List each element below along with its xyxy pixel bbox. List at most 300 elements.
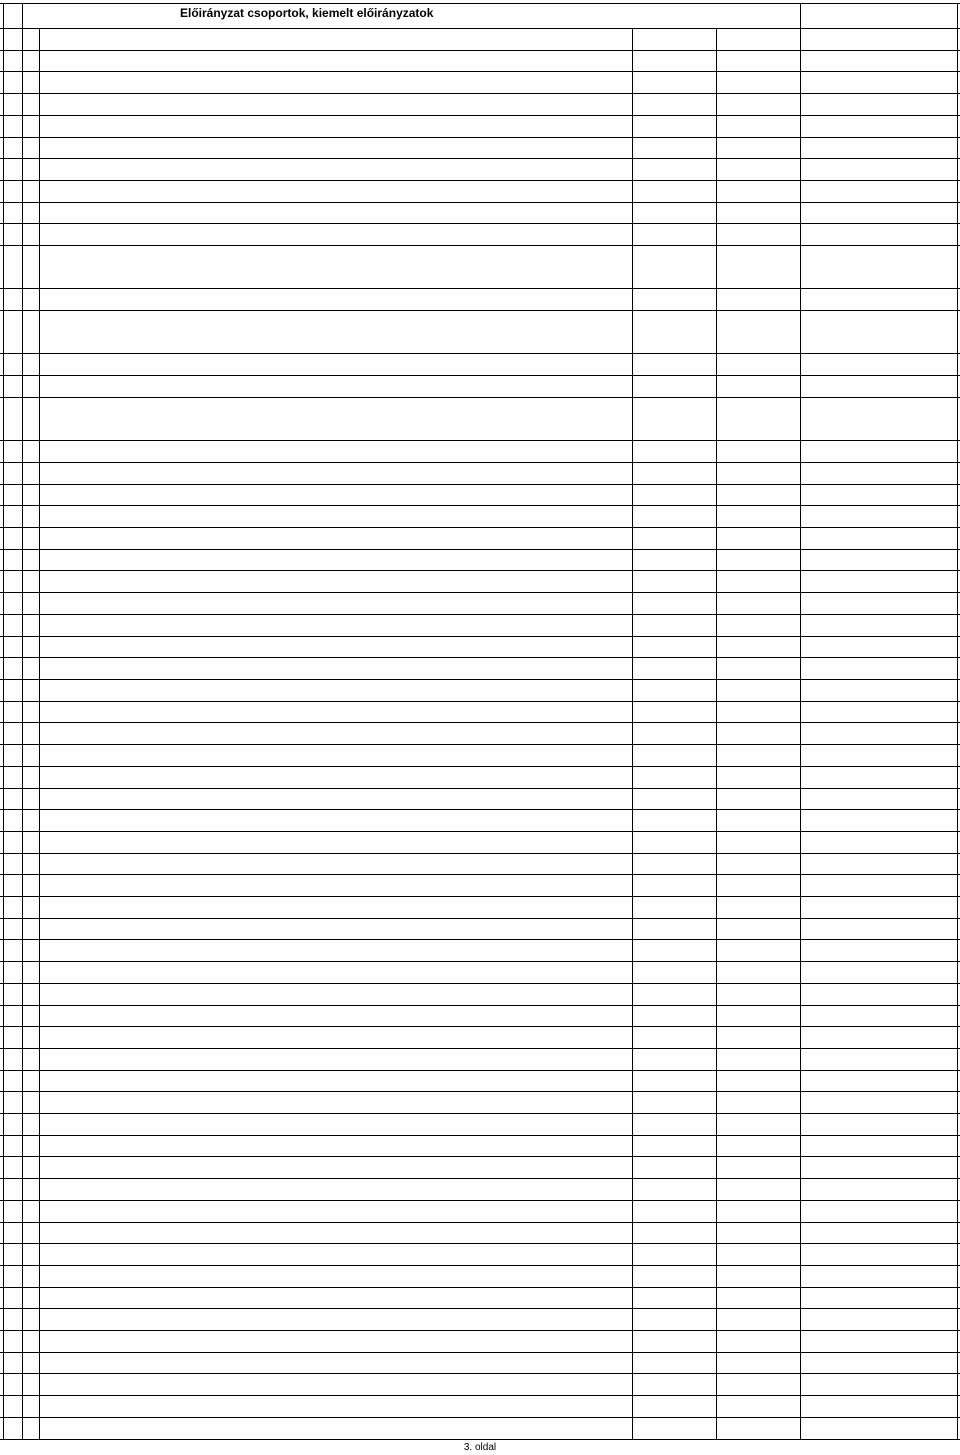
grid-row-line — [0, 788, 960, 789]
grid-column-line — [3, 939, 4, 961]
grid-column-line — [716, 831, 717, 853]
grid-row-line — [0, 701, 960, 702]
grid-column-line — [716, 1135, 717, 1157]
grid-column-line — [39, 484, 40, 506]
grid-row-line — [0, 939, 960, 940]
grid-column-line — [716, 462, 717, 484]
grid-column-line — [800, 288, 801, 310]
grid-column-line — [957, 353, 958, 375]
grid-column-line — [957, 158, 958, 180]
grid-column-line — [632, 440, 633, 462]
grid-column-line — [716, 245, 717, 288]
grid-column-line — [39, 592, 40, 614]
grid-column-line — [3, 1373, 4, 1395]
grid-column-line — [22, 1222, 23, 1244]
grid-column-line — [632, 896, 633, 918]
grid-column-line — [632, 1222, 633, 1244]
grid-column-line — [39, 288, 40, 310]
grid-column-line — [39, 961, 40, 983]
grid-row-line — [0, 50, 960, 51]
grid-column-line — [632, 93, 633, 115]
grid-column-line — [800, 1156, 801, 1178]
grid-row-line — [0, 831, 960, 832]
grid-column-line — [957, 1222, 958, 1244]
grid-column-line — [39, 766, 40, 788]
grid-column-line — [3, 1091, 4, 1113]
grid-column-line — [716, 1352, 717, 1374]
grid-column-line — [800, 462, 801, 484]
grid-row-line — [0, 1439, 960, 1440]
grid-column-line — [3, 1330, 4, 1352]
grid-column-line — [3, 831, 4, 853]
grid-column-line — [800, 1070, 801, 1092]
grid-column-line — [3, 679, 4, 701]
grid-column-line — [632, 701, 633, 723]
grid-column-line — [716, 701, 717, 723]
grid-row-line — [0, 1330, 960, 1331]
grid-column-line — [957, 983, 958, 1005]
grid-column-line — [716, 180, 717, 202]
grid-column-line — [39, 809, 40, 831]
grid-column-line — [716, 549, 717, 571]
grid-column-line — [716, 50, 717, 72]
grid-column-line — [632, 1395, 633, 1417]
grid-column-line — [632, 115, 633, 137]
grid-column-line — [22, 1200, 23, 1222]
grid-column-line — [957, 701, 958, 723]
grid-column-line — [957, 180, 958, 202]
grid-row-line — [0, 1005, 960, 1006]
grid-column-line — [632, 961, 633, 983]
grid-column-line — [39, 245, 40, 288]
grid-column-line — [3, 1222, 4, 1244]
grid-column-line — [39, 1070, 40, 1092]
grid-column-line — [957, 809, 958, 831]
grid-column-line — [716, 310, 717, 353]
grid-row-line — [0, 202, 960, 203]
grid-column-line — [957, 896, 958, 918]
grid-column-line — [800, 766, 801, 788]
grid-column-line — [632, 1005, 633, 1027]
grid-column-line — [22, 202, 23, 224]
grid-column-line — [39, 1417, 40, 1439]
grid-column-line — [22, 961, 23, 983]
grid-column-line — [3, 744, 4, 766]
grid-column-line — [632, 1070, 633, 1092]
grid-column-line — [22, 158, 23, 180]
grid-column-line — [632, 1200, 633, 1222]
grid-column-line — [22, 592, 23, 614]
grid-column-line — [632, 1308, 633, 1330]
grid-column-line — [22, 223, 23, 245]
grid-row-line — [0, 853, 960, 854]
grid-row-line — [0, 1265, 960, 1266]
grid-column-line — [39, 137, 40, 159]
grid-column-line — [957, 918, 958, 940]
grid-column-line — [22, 831, 23, 853]
grid-column-line — [39, 788, 40, 810]
grid-column-line — [39, 1135, 40, 1157]
grid-column-line — [716, 744, 717, 766]
grid-column-line — [3, 28, 4, 50]
grid-column-line — [22, 484, 23, 506]
grid-row-line — [0, 961, 960, 962]
grid-row-line — [0, 137, 960, 138]
grid-column-line — [3, 202, 4, 224]
grid-column-line — [957, 1352, 958, 1374]
grid-column-line — [957, 28, 958, 50]
grid-column-line — [957, 1417, 958, 1439]
grid-column-line — [632, 353, 633, 375]
grid-column-line — [716, 375, 717, 397]
grid-column-line — [22, 1352, 23, 1374]
grid-column-line — [3, 1308, 4, 1330]
grid-column-line — [716, 1222, 717, 1244]
grid-column-line — [800, 570, 801, 592]
grid-column-line — [22, 918, 23, 940]
grid-column-line — [716, 788, 717, 810]
grid-column-line — [800, 939, 801, 961]
grid-column-line — [632, 722, 633, 744]
grid-column-line — [3, 158, 4, 180]
grid-column-line — [716, 158, 717, 180]
grid-column-line — [800, 592, 801, 614]
grid-column-line — [957, 440, 958, 462]
grid-column-line — [22, 679, 23, 701]
grid-column-line — [39, 1352, 40, 1374]
grid-column-line — [800, 1417, 801, 1439]
grid-column-line — [39, 505, 40, 527]
grid-column-line — [800, 1243, 801, 1265]
grid-row-line — [0, 592, 960, 593]
grid-column-line — [39, 570, 40, 592]
grid-column-line — [632, 939, 633, 961]
grid-column-line — [22, 527, 23, 549]
grid-column-line — [800, 1113, 801, 1135]
grid-column-line — [957, 505, 958, 527]
grid-column-line — [22, 137, 23, 159]
grid-column-line — [39, 1048, 40, 1070]
grid-column-line — [39, 1243, 40, 1265]
grid-column-line — [22, 722, 23, 744]
grid-column-line — [800, 874, 801, 896]
grid-column-line — [716, 1178, 717, 1200]
grid-column-line — [800, 831, 801, 853]
grid-column-line — [22, 1243, 23, 1265]
grid-column-line — [716, 679, 717, 701]
grid-column-line — [3, 1352, 4, 1374]
grid-column-line — [800, 353, 801, 375]
grid-column-line — [716, 1287, 717, 1309]
grid-column-line — [716, 93, 717, 115]
grid-column-line — [957, 202, 958, 224]
grid-column-line — [632, 137, 633, 159]
grid-column-line — [716, 874, 717, 896]
grid-column-line — [632, 1287, 633, 1309]
grid-column-line — [632, 570, 633, 592]
grid-column-line — [3, 570, 4, 592]
grid-column-line — [716, 397, 717, 440]
grid-row-line — [0, 1417, 960, 1418]
grid-column-line — [957, 1243, 958, 1265]
grid-column-line — [22, 1265, 23, 1287]
grid-column-line — [957, 3, 958, 28]
grid-column-line — [716, 961, 717, 983]
grid-column-line — [632, 853, 633, 875]
grid-column-line — [957, 1178, 958, 1200]
grid-column-line — [22, 874, 23, 896]
grid-column-line — [3, 961, 4, 983]
grid-column-line — [39, 1178, 40, 1200]
grid-column-line — [716, 896, 717, 918]
grid-column-line — [632, 71, 633, 93]
grid-column-line — [632, 375, 633, 397]
grid-row-line — [0, 353, 960, 354]
grid-column-line — [39, 93, 40, 115]
grid-column-line — [22, 939, 23, 961]
grid-column-line — [957, 570, 958, 592]
grid-column-line — [800, 1373, 801, 1395]
grid-column-line — [800, 1395, 801, 1417]
grid-column-line — [22, 1156, 23, 1178]
grid-row-line — [0, 93, 960, 94]
grid-column-line — [22, 288, 23, 310]
grid-column-line — [3, 1395, 4, 1417]
grid-column-line — [22, 1091, 23, 1113]
grid-column-line — [800, 701, 801, 723]
grid-column-line — [800, 853, 801, 875]
grid-column-line — [800, 918, 801, 940]
grid-column-line — [3, 1200, 4, 1222]
grid-column-line — [632, 679, 633, 701]
grid-column-line — [632, 180, 633, 202]
grid-column-line — [632, 28, 633, 50]
grid-column-line — [957, 788, 958, 810]
grid-column-line — [716, 1005, 717, 1027]
grid-column-line — [957, 527, 958, 549]
grid-column-line — [22, 245, 23, 288]
grid-column-line — [22, 505, 23, 527]
grid-column-line — [800, 71, 801, 93]
grid-row-line — [0, 28, 960, 29]
grid-row-line — [0, 527, 960, 528]
grid-column-line — [3, 1135, 4, 1157]
grid-column-line — [632, 505, 633, 527]
grid-column-line — [800, 1352, 801, 1374]
grid-row-line — [0, 397, 960, 398]
grid-column-line — [22, 657, 23, 679]
grid-column-line — [800, 744, 801, 766]
grid-row-line — [0, 3, 960, 4]
grid-column-line — [957, 766, 958, 788]
grid-column-line — [632, 484, 633, 506]
grid-column-line — [716, 28, 717, 50]
grid-row-line — [0, 874, 960, 875]
grid-column-line — [39, 1395, 40, 1417]
grid-column-line — [39, 180, 40, 202]
grid-column-line — [800, 896, 801, 918]
grid-column-line — [22, 1005, 23, 1027]
grid-column-line — [39, 853, 40, 875]
grid-column-line — [800, 397, 801, 440]
grid-column-line — [800, 115, 801, 137]
grid-column-line — [3, 1156, 4, 1178]
grid-column-line — [22, 353, 23, 375]
grid-column-line — [957, 853, 958, 875]
grid-column-line — [22, 1026, 23, 1048]
grid-column-line — [716, 614, 717, 636]
grid-row-line — [0, 1026, 960, 1027]
grid-row-line — [0, 614, 960, 615]
grid-column-line — [800, 657, 801, 679]
grid-column-line — [39, 397, 40, 440]
grid-column-line — [716, 288, 717, 310]
grid-column-line — [632, 657, 633, 679]
grid-column-line — [800, 636, 801, 658]
grid-column-line — [716, 202, 717, 224]
grid-column-line — [957, 397, 958, 440]
grid-column-line — [3, 722, 4, 744]
grid-column-line — [716, 1395, 717, 1417]
grid-column-line — [800, 375, 801, 397]
grid-column-line — [632, 809, 633, 831]
grid-column-line — [632, 1091, 633, 1113]
grid-column-line — [957, 831, 958, 853]
grid-column-line — [39, 1200, 40, 1222]
grid-row-line — [0, 1395, 960, 1396]
grid-column-line — [716, 722, 717, 744]
grid-column-line — [957, 961, 958, 983]
grid-column-line — [22, 983, 23, 1005]
grid-column-line — [22, 570, 23, 592]
grid-column-line — [957, 50, 958, 72]
grid-column-line — [3, 592, 4, 614]
grid-column-line — [632, 614, 633, 636]
grid-column-line — [632, 1265, 633, 1287]
grid-row-line — [0, 245, 960, 246]
grid-column-line — [632, 288, 633, 310]
grid-column-line — [3, 636, 4, 658]
grid-column-line — [22, 614, 23, 636]
grid-column-line — [3, 3, 4, 28]
grid-column-line — [3, 1005, 4, 1027]
page-footer: 3. oldal — [463, 1442, 497, 1453]
grid-column-line — [3, 353, 4, 375]
grid-column-line — [957, 1330, 958, 1352]
grid-column-line — [716, 1373, 717, 1395]
grid-column-line — [716, 766, 717, 788]
grid-column-line — [716, 527, 717, 549]
grid-column-line — [957, 1287, 958, 1309]
grid-column-line — [632, 1352, 633, 1374]
grid-column-line — [22, 896, 23, 918]
grid-column-line — [800, 614, 801, 636]
grid-column-line — [632, 592, 633, 614]
grid-column-line — [39, 527, 40, 549]
grid-column-line — [632, 549, 633, 571]
grid-column-line — [3, 180, 4, 202]
grid-column-line — [716, 1243, 717, 1265]
grid-column-line — [716, 657, 717, 679]
grid-row-line — [0, 1373, 960, 1374]
grid-column-line — [3, 1243, 4, 1265]
grid-column-line — [3, 462, 4, 484]
grid-column-line — [800, 983, 801, 1005]
grid-column-line — [22, 71, 23, 93]
grid-row-line — [0, 1243, 960, 1244]
grid-column-line — [22, 549, 23, 571]
grid-column-line — [957, 137, 958, 159]
grid-column-line — [957, 245, 958, 288]
grid-column-line — [800, 3, 801, 28]
grid-column-line — [716, 115, 717, 137]
grid-column-line — [22, 1135, 23, 1157]
grid-column-line — [957, 310, 958, 353]
grid-column-line — [3, 1026, 4, 1048]
grid-column-line — [22, 636, 23, 658]
grid-row-line — [0, 657, 960, 658]
grid-column-line — [22, 788, 23, 810]
grid-column-line — [22, 1308, 23, 1330]
grid-column-line — [800, 50, 801, 72]
grid-column-line — [716, 1200, 717, 1222]
grid-column-line — [957, 636, 958, 658]
grid-column-line — [632, 1373, 633, 1395]
grid-column-line — [716, 1330, 717, 1352]
grid-column-line — [957, 1113, 958, 1135]
grid-column-line — [800, 549, 801, 571]
grid-column-line — [3, 1178, 4, 1200]
grid-column-line — [800, 1026, 801, 1048]
grid-row-line — [0, 462, 960, 463]
grid-column-line — [39, 1373, 40, 1395]
grid-column-line — [22, 1113, 23, 1135]
grid-column-line — [800, 28, 801, 50]
grid-column-line — [39, 115, 40, 137]
grid-column-line — [957, 1070, 958, 1092]
grid-column-line — [957, 1373, 958, 1395]
grid-column-line — [957, 1135, 958, 1157]
grid-column-line — [716, 71, 717, 93]
grid-column-line — [957, 657, 958, 679]
grid-column-line — [39, 1005, 40, 1027]
grid-column-line — [716, 1026, 717, 1048]
grid-column-line — [957, 1395, 958, 1417]
grid-row-line — [0, 1352, 960, 1353]
grid-row-line — [0, 766, 960, 767]
grid-column-line — [800, 310, 801, 353]
grid-column-line — [716, 853, 717, 875]
grid-row-line — [0, 918, 960, 919]
grid-row-line — [0, 1200, 960, 1201]
grid-column-line — [716, 1417, 717, 1439]
grid-row-line — [0, 223, 960, 224]
grid-column-line — [39, 1091, 40, 1113]
grid-column-line — [800, 961, 801, 983]
grid-column-line — [3, 788, 4, 810]
grid-column-line — [39, 202, 40, 224]
grid-row-line — [0, 375, 960, 376]
grid-column-line — [39, 310, 40, 353]
grid-column-line — [800, 1265, 801, 1287]
grid-column-line — [716, 484, 717, 506]
grid-column-line — [632, 1417, 633, 1439]
grid-column-line — [3, 1113, 4, 1135]
grid-column-line — [39, 722, 40, 744]
grid-column-line — [957, 115, 958, 137]
grid-row-line — [0, 1135, 960, 1136]
grid-column-line — [39, 223, 40, 245]
